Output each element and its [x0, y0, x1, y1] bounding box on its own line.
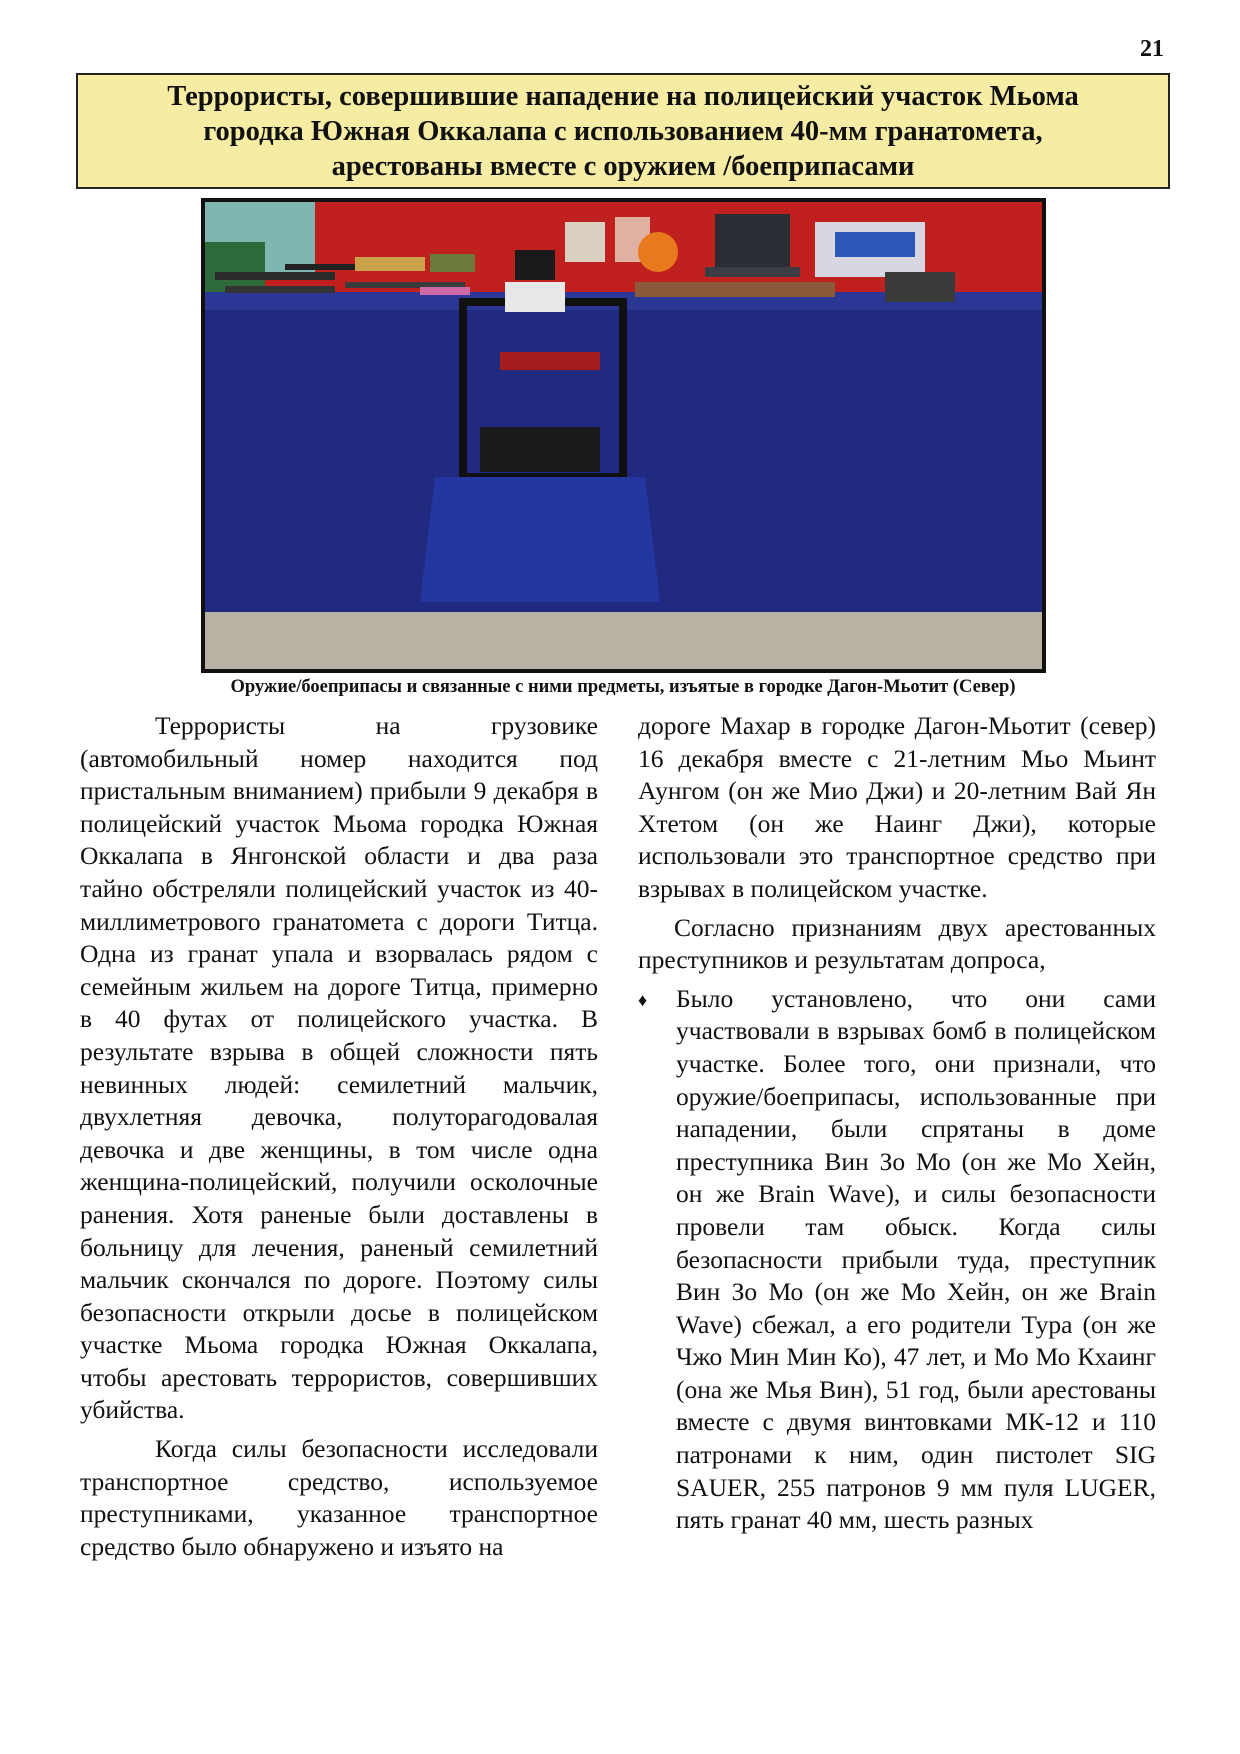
laptop-base — [705, 267, 800, 277]
bag — [515, 250, 555, 280]
article-column-left — [80, 710, 598, 1569]
bullet-list-item — [638, 983, 1156, 1537]
photo-illustration — [205, 202, 1042, 669]
photo-caption: Оружие/боеприпасы и связанные с ними предметы, изъятые в городке Дагон-Мьотит (Север) — [230, 677, 1016, 697]
article-paragraph: Когда силы безопасности исследовали транспортное средство, используемое преступниками, указанное транспортное средство было обнаружено и изъято на — [80, 1434, 598, 1561]
headline: Террористы, совершившие нападение на полицейский участок Мьома городка Южная Оккалапа с использованием 40-мм гранатомета, арестованы вместе с оружием /боеприпасами — [167, 80, 1079, 182]
blue-pedestal — [420, 477, 660, 602]
clothing-item-dark — [205, 242, 265, 292]
orange-device — [638, 232, 678, 272]
article-paragraph: Согласно признаниям двух арестованных преступников и результатам допроса, — [638, 912, 1156, 975]
printer-base — [480, 427, 600, 472]
floor — [205, 612, 1042, 669]
printer-bed — [500, 352, 600, 370]
article-paragraph-continuation: дороге Махар в городке Дагон-Мьотит (север) 16 декабря вместе с 21-летним Мьо Мьинт Аунгом (он же Мио Джи) и 20-летним Вай Ян Хтетом (он же Наинг Джи), которые использовали это транспортное средство при взрывах в полицейском участке. — [638, 711, 1156, 903]
laptop-screen — [715, 214, 790, 269]
article-column-right — [638, 710, 1156, 1537]
rifle — [285, 264, 365, 270]
small-items — [420, 287, 470, 295]
dark-items — [885, 272, 955, 302]
article-paragraph: Террористы на грузовике (автомобильный номер находится под пристальным вниманием) прибыли 9 декабря в полицейский участок Мьома городка Южная Оккалапа в Янгонской области и два раза тайно обстреляли полицейский участок из 40-миллиметрового гранатомета с дороги Титца. Одна из гранат упала и взорвалась рядом с семейным жильем на дороге Титца, примерно в 40 футах от полицейского участка. В результате взрыва в общей сложности пять невинных людей: семилетний мальчик, двухлетняя девочка, полуторагодовалая девочка и две женщины, в том числе одна женщина-полицейский, получили осколочные ранения. Хотя раненые были доставлены в больницу для лечения, раненый семилетний мальчик скончался по дороге. Поэтому силы безопасности открыли досье в полицейском участке Мьома городка Южная Оккалапа, чтобы арестовать террористов, совершивших убийства. — [80, 711, 598, 1425]
grenades — [430, 254, 475, 272]
seized-items-photo — [201, 198, 1046, 673]
diamond-bullet-icon: ♦ — [638, 989, 648, 1010]
blue-items — [835, 232, 915, 257]
rifle — [225, 286, 335, 293]
page-number: 21 — [1140, 36, 1164, 62]
rifle — [215, 272, 335, 280]
headline-box — [76, 73, 1170, 189]
brown-items — [635, 282, 835, 297]
bullet-text: Было установлено, что они сами участвовали в взрывах бомб в полицейском участке. Более того, они признали, что оружие/боеприпасы, использованные при нападении, были спрятаны в доме преступника Вин Зо Мо (он же Мо Хейн, он же Brain Wave), и силы безопасности провели там обыск. Когда силы безопасности прибыли туда, преступник Вин Зо Мо (он же Мо Хейн, он же Brain Wave) сбежал, а его родители Тура (он же Чжо Мин Мин Ко), 47 лет, и Мо Мо Кхаинг (она же Мья Вин), 51 год, были арестованы вместе с двумя винтовками МК-12 и 110 патронами к ним, один пистолет SIG SAUER, 255 патронов 9 мм пуля LUGER, пять гранат 40 мм, шесть разных — [676, 983, 1156, 1535]
printer-head — [505, 282, 565, 312]
boxes — [565, 222, 605, 262]
ammo-row — [355, 257, 425, 271]
